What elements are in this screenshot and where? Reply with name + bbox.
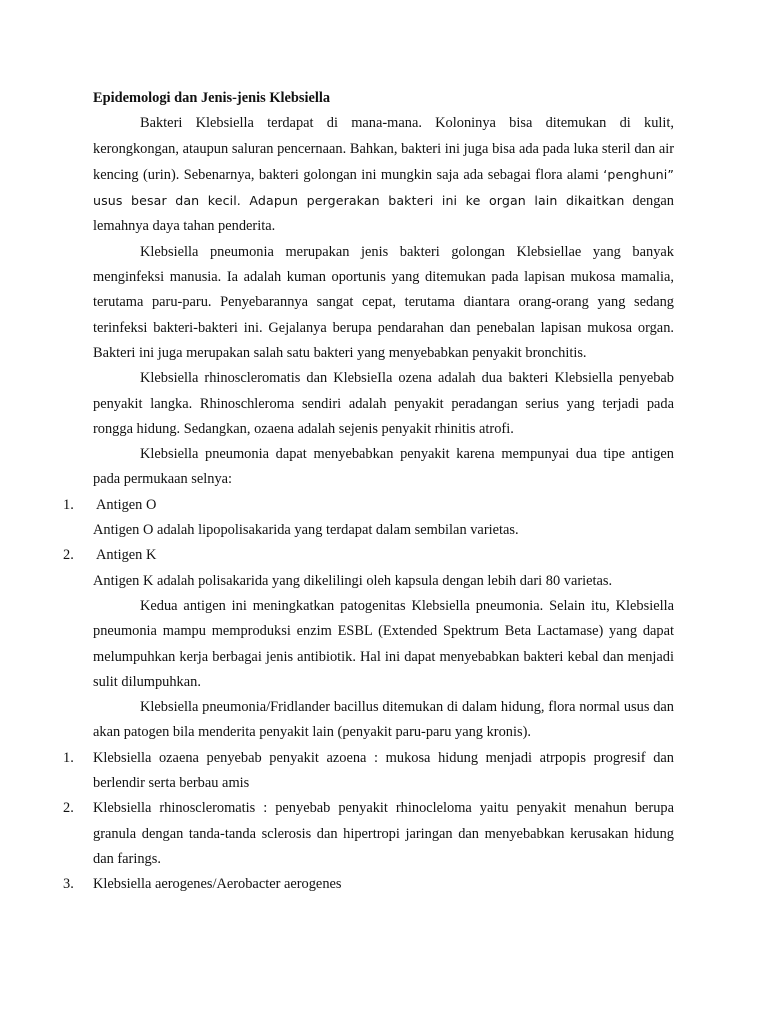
antigen-description: Antigen K adalah polisakarida yang dikelilingi oleh kapsula dengan lebih dari 80 varietas.	[93, 572, 613, 589]
list-number: 1.	[63, 496, 74, 513]
paragraph-1-end: dengan lemahnya daya tahan penderita.	[93, 193, 674, 235]
antigen-description: Antigen O adalah lipopolisakarida yang terdapat dalam sembilan varietas.	[93, 522, 519, 539]
paragraph-5: Kedua antigen ini meningkatkan patogenitas Klebsiella pneumonia. Selain itu, Klebsiella pneumonia mampu memproduksi enzim ESBL (Extended Spektrum Beta Lactamase) yang dapat melumpuhkan kerja berbagai jenis antibiotik. Hal ini dapat menyebabkan bakteri kebal dan menjadi sulit dilumpuhkan.	[93, 597, 674, 690]
paragraph-1-sans-fragment: ‘penghuni” usus besar dan kecil. Adapun pergerakan bakteri ini ke organ lain dikaitkan	[93, 166, 674, 209]
document-title: Epidemologi dan Jenis-jenis Klebsiella	[93, 90, 331, 106]
antigen-label: Antigen O	[96, 496, 157, 513]
paragraph-4: Klebsiella pneumonia dapat menyebabkan penyakit karena mempunyai dua tipe antigen pada permukaan selnya:	[93, 446, 674, 488]
antigen-list-item	[63, 493, 674, 518]
species-list-item	[63, 872, 674, 897]
species-text: Klebsiella rhinoscleromatis : penyebab penyakit rhinocleloma yaitu penyakit menahun berupa granula dengan tanda-tanda sclerosis dan hipertropi jaringan dan menyebabkan kerusakan hidung dan farings.	[93, 800, 674, 867]
paragraph-6: Klebsiella pneumonia/Fridlander bacillus ditemukan di dalam hidung, flora normal usus dan akan patogen bila menderita penyakit lain (penyakit paru-paru yang kronis).	[93, 699, 674, 741]
species-text: Klebsiella ozaena penyebab penyakit azoena : mukosa hidung menjadi atrpopis progresif dan berlendir serta berbau amis	[93, 749, 674, 792]
species-list-item	[63, 746, 674, 797]
paragraph-3: Klebsiella rhinoscleromatis dan KlebsieIla ozena adalah dua bakteri Klebsiella penyebab penyakit langka. Rhinoschleroma sendiri adalah penyakit peradangan serius yang terjadi pada rongga hidung. Sedangkan, ozaena adalah sejenis penyakit rhinitis atrofi.	[93, 370, 674, 437]
species-list-item	[63, 796, 674, 872]
list-number: 2.	[63, 800, 74, 817]
paragraph-1-main: Bakteri Klebsiella terdapat di mana-mana. Koloninya bisa ditemukan di kulit, kerongkongan, ataupun saluran pencernaan. Bahkan, bakteri ini juga bisa ada pada luka steril dan air kencing (urin). Sebenarnya, bakteri golongan ini mungkin saja ada sebagai flora alami	[93, 115, 674, 183]
antigen-list-item	[63, 543, 674, 568]
species-text: Klebsiella aerogenes/Aerobacter aerogenes	[93, 876, 342, 893]
list-number: 1.	[63, 749, 74, 766]
list-number: 2.	[63, 547, 74, 564]
paragraph-1	[93, 111, 674, 239]
antigen-label: Antigen K	[96, 547, 157, 564]
list-number: 3.	[63, 876, 74, 893]
paragraph-2: Klebsiella pneumonia merupakan jenis bakteri golongan Klebsiellae yang banyak menginfeksi manusia. Ia adalah kuman oportunis yang ditemukan pada lapisan mukosa mamalia, terutama paru-paru. Penyebarannya sangat cepat, terutama diantara orang-orang yang sedang terinfeksi bakteri-bakteri ini. Gejalanya berupa pendarahan dan penebalan lapisan mukosa organ. Bakteri ini juga merupakan salah satu bakteri yang menyebabkan penyakit bronchitis.	[93, 243, 674, 361]
